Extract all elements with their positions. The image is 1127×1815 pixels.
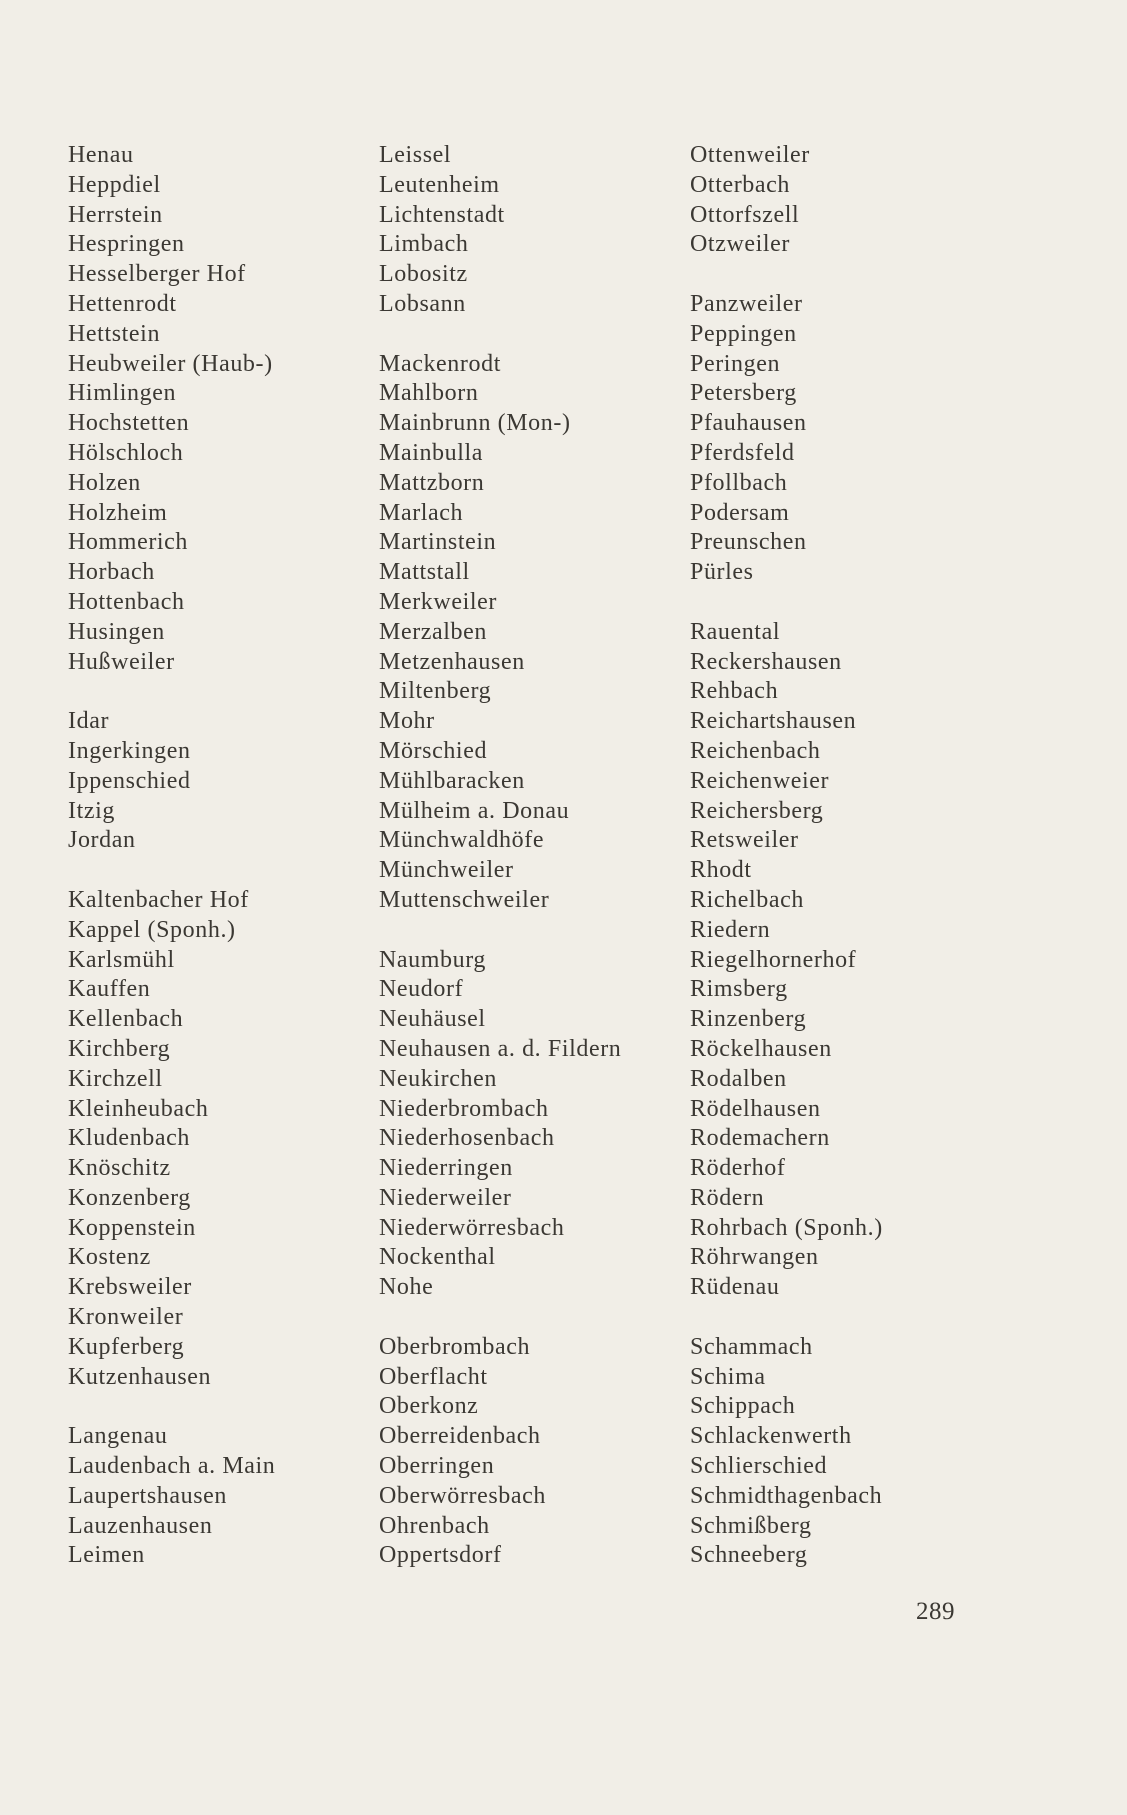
place-name-entry: Mackenrodt [379, 350, 501, 377]
place-name-entry: Kellenbach [68, 1006, 184, 1033]
place-name-entry: Rimsberg [690, 976, 788, 1003]
place-name-entry: Schippach [690, 1393, 796, 1420]
place-name-entry: Rauental [690, 618, 781, 645]
place-name-entry: Otzweiler [690, 231, 791, 258]
place-name-entry: Naumburg [379, 946, 487, 973]
place-name-entry: Leimen [68, 1542, 145, 1569]
place-name-entry: Konzenberg [68, 1184, 191, 1211]
place-name-entry: Laupertshausen [68, 1482, 228, 1509]
place-name-entry: Marlach [379, 499, 464, 526]
place-name-entry: Rinzenberg [690, 1006, 807, 1033]
place-name-entry: Schammach [690, 1333, 813, 1360]
place-name-entry: Oppertsdorf [379, 1542, 502, 1569]
place-name-entry: Rodemachern [690, 1125, 830, 1152]
place-name-entry: Himlingen [68, 380, 177, 407]
place-name-entry: Rehbach [690, 678, 779, 705]
place-name-entry: Holzheim [68, 499, 168, 526]
index-column-2 [379, 141, 621, 1571]
place-name-entry: Reichenbach [690, 737, 821, 764]
place-name-entry: Martinstein [379, 529, 497, 556]
place-name-entry: Miltenberg [379, 678, 492, 705]
place-name-entry: Röckelhausen [690, 1035, 832, 1062]
place-name-entry: Schmißberg [690, 1512, 812, 1539]
place-name-entry: Krebsweiler [68, 1274, 192, 1301]
place-name-entry: Röderhof [690, 1155, 786, 1182]
place-name-entry: Niederwörresbach [379, 1214, 565, 1241]
place-name-entry: Panzweiler [690, 290, 803, 317]
group-separator [690, 588, 883, 618]
page-number: 289 [916, 1598, 955, 1625]
place-name-entry: Preunschen [690, 529, 807, 556]
place-name-entry: Oberreidenbach [379, 1423, 541, 1450]
place-name-entry: Schlackenwerth [690, 1423, 852, 1450]
place-name-entry: Münchweiler [379, 857, 514, 884]
place-name-entry: Limbach [379, 231, 469, 258]
place-name-entry: Münchwaldhöfe [379, 827, 545, 854]
place-name-entry: Riegelhornerhof [690, 946, 857, 973]
place-name-entry: Nockenthal [379, 1244, 496, 1271]
place-name-entry: Hottenbach [68, 588, 185, 615]
place-name-entry: Hesselberger Hof [68, 261, 246, 288]
group-separator [379, 320, 621, 350]
place-name-entry: Lauzenhausen [68, 1512, 213, 1539]
place-name-entry: Pürles [690, 559, 754, 586]
place-name-entry: Riedern [690, 916, 771, 943]
place-name-entry: Kaltenbacher Hof [68, 886, 249, 913]
group-separator [68, 677, 275, 707]
place-name-entry: Heppdiel [68, 171, 161, 198]
group-separator [379, 1303, 621, 1333]
place-name-entry: Reichenweier [690, 767, 830, 794]
place-name-entry: Neudorf [379, 976, 464, 1003]
place-name-entry: Knöschitz [68, 1155, 171, 1182]
place-name-entry: Niederringen [379, 1155, 513, 1182]
place-name-entry: Kostenz [68, 1244, 151, 1271]
place-name-entry: Rohrbach (Sponh.) [690, 1214, 883, 1241]
place-name-entry: Hölschloch [68, 439, 184, 466]
place-name-entry: Richelbach [690, 886, 804, 913]
place-name-entry: Otterbach [690, 171, 791, 198]
place-name-entry: Pfollbach [690, 469, 788, 496]
place-name-entry: Peppingen [690, 320, 797, 347]
place-name-entry: Herrstein [68, 201, 163, 228]
place-name-entry: Metzenhausen [379, 648, 525, 675]
place-name-entry: Neuhausen a. d. Fildern [379, 1035, 622, 1062]
place-name-entry: Oberringen [379, 1453, 495, 1480]
place-name-entry: Röhrwangen [690, 1244, 819, 1271]
place-name-entry: Kronweiler [68, 1304, 184, 1331]
place-name-entry: Holzen [68, 469, 141, 496]
place-name-entry: Hespringen [68, 231, 185, 258]
place-name-entry: Kutzenhausen [68, 1363, 212, 1390]
place-name-entry: Schmidthagenbach [690, 1482, 883, 1509]
place-name-entry: Husingen [68, 618, 165, 645]
place-name-entry: Ohrenbach [379, 1512, 490, 1539]
place-name-entry: Reckershausen [690, 648, 842, 675]
place-name-entry: Idar [68, 708, 110, 735]
index-column-3 [690, 141, 883, 1571]
place-name-entry: Kupferberg [68, 1333, 185, 1360]
place-name-entry: Mörschied [379, 737, 488, 764]
place-name-entry: Podersam [690, 499, 790, 526]
place-name-entry: Mattstall [379, 559, 470, 586]
place-name-entry: Horbach [68, 559, 155, 586]
place-name-entry: Itzig [68, 797, 115, 824]
place-name-entry: Neukirchen [379, 1065, 497, 1092]
place-name-entry: Jordan [68, 827, 136, 854]
place-name-entry: Hommerich [68, 529, 189, 556]
place-name-entry: Nohe [379, 1274, 434, 1301]
place-name-entry: Oberkonz [379, 1393, 479, 1420]
place-name-entry: Laudenbach a. Main [68, 1453, 276, 1480]
place-name-entry: Lobsann [379, 290, 466, 317]
group-separator [68, 1392, 275, 1422]
place-name-entry: Reichersberg [690, 797, 824, 824]
place-name-entry: Heubweiler (Haub-) [68, 350, 273, 377]
place-name-entry: Niederweiler [379, 1184, 512, 1211]
place-name-entry: Leutenheim [379, 171, 500, 198]
place-name-entry: Mühlbaracken [379, 767, 525, 794]
place-name-entry: Ottorfszell [690, 201, 800, 228]
place-name-entry: Pferdsfeld [690, 439, 795, 466]
place-name-entry: Hettstein [68, 320, 161, 347]
place-name-entry: Rodalben [690, 1065, 787, 1092]
place-name-entry: Niederhosenbach [379, 1125, 555, 1152]
place-name-entry: Rhodt [690, 857, 752, 884]
place-name-entry: Schneeberg [690, 1542, 808, 1569]
place-name-entry: Muttenschweiler [379, 886, 550, 913]
place-name-entry: Kauffen [68, 976, 151, 1003]
place-name-entry: Lichtenstadt [379, 201, 505, 228]
group-separator [690, 260, 883, 290]
place-name-entry: Mülheim a. Donau [379, 797, 570, 824]
place-name-entry: Hußweiler [68, 648, 175, 675]
place-name-entry: Mainbrunn (Mon-) [379, 410, 571, 437]
place-name-entry: Merkweiler [379, 588, 497, 615]
group-separator [379, 916, 621, 946]
place-name-entry: Ottenweiler [690, 142, 810, 168]
place-name-entry: Mahlborn [379, 380, 479, 407]
place-name-entry: Kirchberg [68, 1035, 171, 1062]
place-name-entry: Oberbrombach [379, 1333, 531, 1360]
index-column-1 [68, 141, 275, 1571]
place-name-entry: Kludenbach [68, 1125, 190, 1152]
place-name-entry: Karlsmühl [68, 946, 175, 973]
place-name-entry: Mattzborn [379, 469, 485, 496]
place-name-entry: Hettenrodt [68, 290, 177, 317]
place-name-entry: Henau [68, 142, 134, 168]
place-name-entry: Schima [690, 1363, 766, 1390]
place-name-entry: Kappel (Sponh.) [68, 916, 236, 943]
place-name-entry: Ingerkingen [68, 737, 191, 764]
place-name-entry: Mainbulla [379, 439, 484, 466]
place-name-entry: Schlierschied [690, 1453, 828, 1480]
place-name-entry: Oberflacht [379, 1363, 488, 1390]
place-name-entry: Kirchzell [68, 1065, 163, 1092]
place-name-entry: Rüdenau [690, 1274, 780, 1301]
place-name-entry: Pfauhausen [690, 410, 807, 437]
place-name-entry: Petersberg [690, 380, 797, 407]
place-name-entry: Ippenschied [68, 767, 191, 794]
group-separator [690, 1303, 883, 1333]
place-name-entry: Langenau [68, 1423, 168, 1450]
place-name-entry: Reichartshausen [690, 708, 857, 735]
place-name-entry: Niederbrombach [379, 1095, 549, 1122]
group-separator [68, 856, 275, 886]
place-name-entry: Kleinheubach [68, 1095, 209, 1122]
place-name-entry: Hochstetten [68, 410, 190, 437]
place-name-entry: Lobositz [379, 261, 468, 288]
place-name-entry: Rödern [690, 1184, 765, 1211]
place-name-entry: Rödelhausen [690, 1095, 821, 1122]
place-name-entry: Mohr [379, 708, 435, 735]
place-name-entry: Oberwörresbach [379, 1482, 546, 1509]
place-name-entry: Koppenstein [68, 1214, 196, 1241]
place-name-entry: Merzalben [379, 618, 488, 645]
place-name-entry: Retsweiler [690, 827, 799, 854]
place-name-entry: Neuhäusel [379, 1006, 486, 1033]
place-name-entry: Peringen [690, 350, 781, 377]
place-name-entry: Leissel [379, 142, 452, 168]
